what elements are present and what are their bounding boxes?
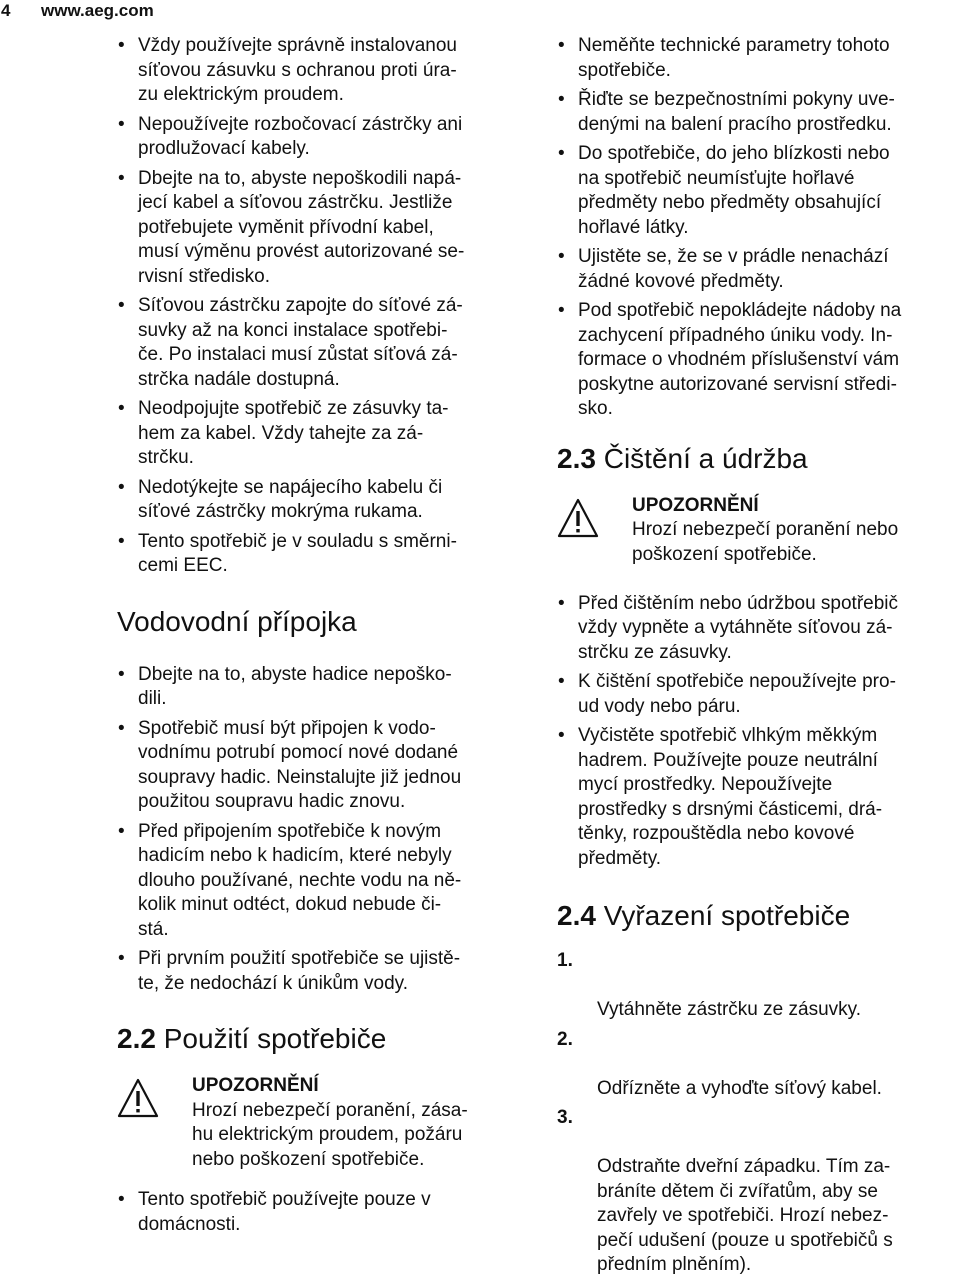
left-column <box>117 34 527 1242</box>
section-number: 2.4 <box>557 900 596 931</box>
list-item <box>557 1028 957 1102</box>
list-item: • Pod spotřebič nepokládejte nádoby na zachycení případného úniku vody. In- formace o vhodném příslušenství vám poskytne autorizované servisní středi- sko. <box>557 299 957 422</box>
step-text: Vytáhněte zástrčku ze zásuvky. <box>597 999 862 1020</box>
list-item: • Řiďte se bezpečnostními pokyny uve- denými na balení pracího prostředku. <box>557 88 957 137</box>
section-heading-2-3 <box>557 442 957 476</box>
step-number: 3. <box>557 1107 573 1128</box>
section-title: Vyřazení spotřebiče <box>603 900 851 931</box>
warning-text-block <box>632 494 898 568</box>
electrical-safety-list <box>117 34 527 579</box>
step-number: 2. <box>557 1028 573 1050</box>
header-url[interactable]: www.aeg.com <box>41 1 154 20</box>
section-number: 2.3 <box>557 442 596 474</box>
step-text: Odřízněte a vyhoďte síťový kabel. <box>597 1077 882 1099</box>
cleaning-list <box>557 592 957 872</box>
list-item: • Tento spotřebič je v souladu s směrni- cemi EEC. <box>117 530 527 579</box>
list-item: • K čištění spotřebiče nepoužívejte pro- ud vody nebo páru. <box>557 670 957 719</box>
step-text: Odstraňte dveřní západku. Tím za- bráníte dětem či zvířatům, aby se zavřely ve spotřebiči. Hrozí nebez- pečí udušení (pouze u spotřebičů s předním plněním). <box>597 1156 893 1275</box>
usage-list <box>117 1188 527 1237</box>
warning-box <box>557 494 957 592</box>
list-item: • Vyčistěte spotřebič vlhkým měkkým hadrem. Používejte pouze neutrální mycí prostředky. Nepoužívejte prostředky s drsnými částicemi, drá- těnky, rozpouštědla nebo kovové předměty. <box>557 724 957 871</box>
warning-title: UPOZORNĚNÍ <box>192 1075 319 1096</box>
list-item: • Neodpojujte spotřebič ze zásuvky ta- hem za kabel. Vždy tahejte za zá- strčku. <box>117 397 527 471</box>
list-item <box>557 949 957 1023</box>
list-item: • Dbejte na to, abyste hadice nepoško- dili. <box>117 663 527 712</box>
list-item: • Vždy používejte správně instalovanou síťovou zásuvku s ochranou proti úra- zu elektrickým proudem. <box>117 34 527 108</box>
list-item <box>557 1106 957 1278</box>
section-heading-2-2 <box>117 1022 527 1056</box>
warning-text: Hrozí nebezpečí poranění nebo poškození spotřebiče. <box>632 519 899 565</box>
warning-title: UPOZORNĚNÍ <box>632 494 759 516</box>
section-heading-2-4 <box>557 899 957 933</box>
warning-text-block <box>192 1074 468 1172</box>
list-item: • Spotřebič musí být připojen k vodo- vodnímu potrubí pomocí nové dodané soupravy hadic. Neinstalujte již jednou použitou soupravu hadic znovu. <box>117 717 527 815</box>
warning-icon <box>117 1078 159 1118</box>
list-item: • Nedotýkejte se napájecího kabelu či síťové zástrčky mokrýma rukama. <box>117 476 527 525</box>
page-number: 4 <box>1 1 11 20</box>
list-item: • Ujistěte se, že se v prádle nenachází žádné kovové předměty. <box>557 245 957 294</box>
water-connection-heading: Vodovodní přípojka <box>117 605 357 637</box>
warning-box <box>117 1074 527 1186</box>
list-item: • Do spotřebiče, do jeho blízkosti nebo na spotřebič neumísťujte hořlavé předměty nebo předměty obsahující hořlavé látky. <box>557 142 957 240</box>
usage-safety-list <box>557 34 957 422</box>
section-title: Použití spotřebiče <box>163 1023 387 1054</box>
warning-icon <box>557 498 599 538</box>
list-item: • Síťovou zástrčku zapojte do síťové zá- suvky až na konci instalace spotřebi- če. Po instalaci musí zůstat síťová zá- strčka nadále dostupná. <box>117 294 527 392</box>
list-item: • Při prvním použití spotřebiče se ujistě- te, že nedochází k únikům vody. <box>117 947 527 996</box>
section-number: 2.2 <box>117 1023 156 1054</box>
disposal-steps <box>557 949 957 1278</box>
list-item: • Nepoužívejte rozbočovací zástrčky ani prodlužovací kabely. <box>117 113 527 162</box>
section-title: Čištění a údržba <box>603 442 808 474</box>
warning-text: Hrozí nebezpečí poranění, zása- hu elektrickým proudem, požáru nebo poškození spotřebiče. <box>192 1099 468 1170</box>
water-connection-list <box>117 663 527 997</box>
right-column <box>557 34 957 1283</box>
list-item: • Tento spotřebič používejte pouze v domácnosti. <box>117 1188 527 1237</box>
list-item: • Neměňte technické parametry tohoto spotřebiče. <box>557 34 957 83</box>
list-item: • Před čištěním nebo údržbou spotřebič vždy vypněte a vytáhněte síťovou zá- strčku ze zásuvky. <box>557 592 957 666</box>
list-item: • Dbejte na to, abyste nepoškodili napá- jecí kabel a síťovou zástrčku. Jestliže potřebujete vyměnit přívodní kabel, musí výměnu provést autorizované se- rvisní středisko. <box>117 167 527 290</box>
list-item: • Před připojením spotřebiče k novým hadicím nebo k hadicím, které nebyly dlouho používané, nechte vodu na ně- kolik minut odtéct, dokud nebude či- stá. <box>117 820 527 943</box>
step-number: 1. <box>557 950 573 971</box>
